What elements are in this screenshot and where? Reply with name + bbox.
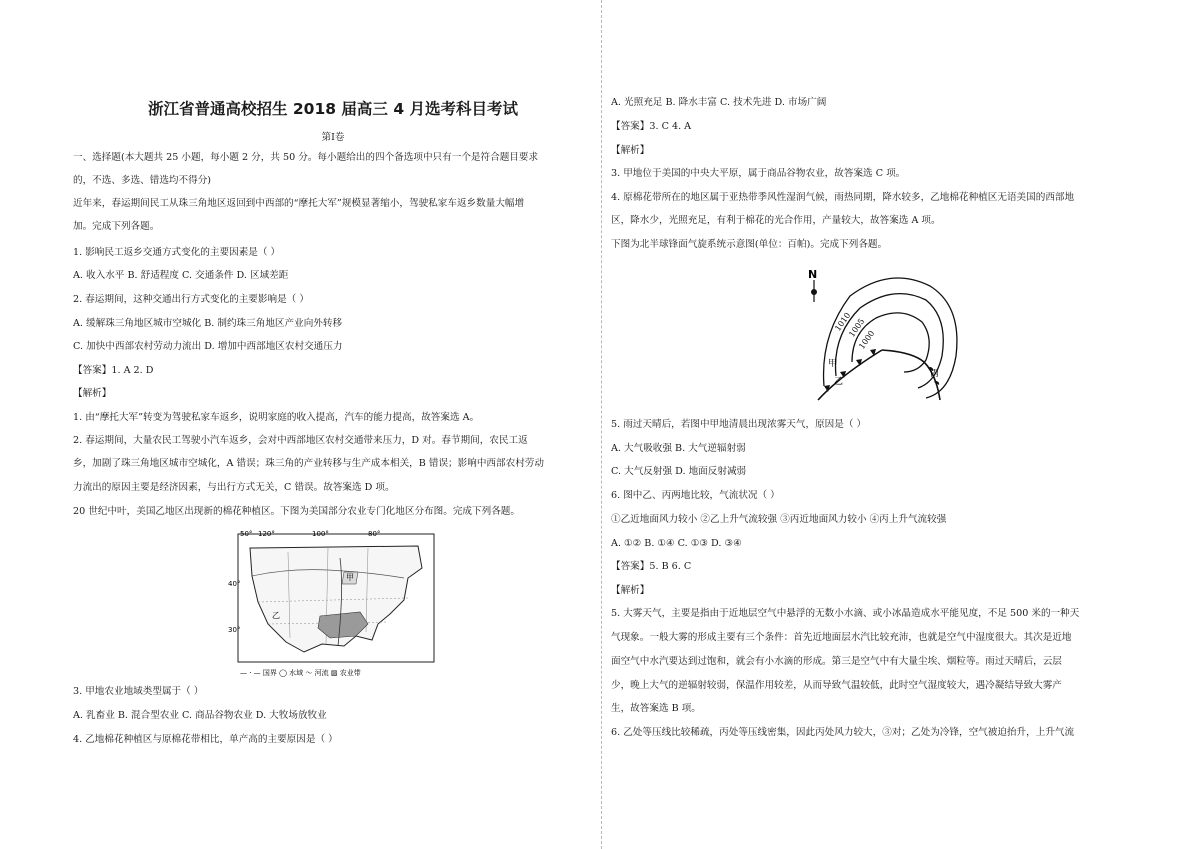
question-5-options: C. 大气反射强 D. 地面反射减弱 [611, 466, 747, 477]
analysis-line: 6. 乙处等压线比较稀疏，丙处等压线密集，因此丙处风力较大，③对；乙处为冷锋，空气被迫抬升，上升气流 [611, 727, 1075, 738]
north-label: N [808, 268, 818, 281]
map-legend: — · — 国界 ◯ 水域 ～ 河流 ▨ 农业带 [240, 669, 361, 677]
analysis-heading: 【解析】 [611, 145, 650, 156]
passage-line: 下图为北半球锋面气旋系统示意图(单位：百帕)。完成下列各题。 [611, 239, 888, 250]
analysis-line: 4. 原棉花带所在的地区属于亚热带季风性湿润气候，雨热同期，降水较多，乙地棉花种植区无语美国的西部地 [611, 192, 1075, 203]
analysis-line: 2. 春运期间，大量农民工驾驶小汽车返乡，会对中西部地区农村交通带来压力，D 对。春节期间，农民工返 [73, 435, 528, 446]
question-6-options: A. ①② B. ①④ C. ①③ D. ③④ [611, 538, 742, 549]
page-divider [601, 0, 602, 849]
passage-line: 20 世纪中叶，美国乙地区出现新的棉花种植区。下图为美国部分农业专门化地区分布图。完成下列各题。 [73, 506, 520, 517]
instruction-line: 一、选择题(本大题共 25 小题，每小题 2 分，共 50 分。每小题给出的四个备选项中只有一个是符合题目要求 [73, 152, 539, 163]
isobar-label: 1005 [847, 316, 867, 339]
cyclone-front-diagram [800, 266, 962, 408]
analysis-line: 乡，加剧了珠三角地区城市空城化，A 错误；珠三角的产业转移与生产成本相关，B 错误；影响中西部农村劳动 [73, 458, 544, 469]
right-page [611, 0, 1131, 849]
answer-line: 【答案】5. B 6. C [611, 561, 692, 572]
north-arrow-icon [811, 289, 817, 295]
isobar-label: 1000 [857, 328, 877, 351]
lon-label: 80° [368, 530, 381, 538]
question-5-options: A. 大气吸收强 B. 大气逆辐射弱 [611, 443, 746, 454]
instruction-line: 的，不选、多选、错选均不得分) [73, 175, 212, 186]
question-2: 2. 春运期间，这种交通出行方式变化的主要影响是（ ） [73, 294, 309, 305]
analysis-heading: 【解析】 [73, 388, 112, 399]
label-yi: 乙 [834, 377, 844, 387]
analysis-line: 气现象。一般大雾的形成主要有三个条件：首先近地面层水汽比较充沛，也就是空气中湿度很大。其次是近地 [611, 632, 1072, 643]
passage-line: 加。完成下列各题。 [73, 221, 160, 232]
label-bing: 丙 [930, 369, 940, 379]
question-6-statements: ①乙近地面风力较小 ②乙上升气流较强 ③丙近地面风力较小 ④丙上升气流较强 [611, 514, 947, 525]
lon-label: 120° [258, 530, 275, 538]
question-4: 4. 乙地棉花种植区与原棉花带相比，单产高的主要原因是（ ） [73, 734, 338, 745]
analysis-line: 面空气中水汽要达到过饱和，就会有小水滴的形成。第三是空气中有大量尘埃、烟粒等。雨过天晴后，云层 [611, 656, 1062, 667]
exam-title: 浙江省普通高校招生 2018 届高三 4 月选考科目考试 [147, 100, 518, 118]
answer-line: 【答案】3. C 4. A [611, 121, 692, 132]
answer-line: 【答案】1. A 2. D [73, 365, 154, 376]
question-6: 6. 图中乙、丙两地比较，气流状况（ ） [611, 490, 780, 501]
lon-label: 50° [240, 530, 253, 538]
question-3-options: A. 乳畜业 B. 混合型农业 C. 商品谷物农业 D. 大牧场放牧业 [73, 710, 327, 721]
label-jia: 甲 [828, 359, 838, 369]
question-2-options: C. 加快中西部农村劳动力流出 D. 增加中西部地区农村交通压力 [73, 341, 343, 352]
analysis-heading: 【解析】 [611, 585, 650, 596]
left-page [73, 0, 593, 849]
analysis-line: 3. 甲地位于美国的中央大平原，属于商品谷物农业，故答案选 C 项。 [611, 168, 906, 179]
analysis-line: 区，降水少，光照充足，有利于棉花的光合作用，产量较大，故答案选 A 项。 [611, 215, 941, 226]
lat-label: 40° [228, 580, 241, 588]
question-5: 5. 雨过天晴后，若图中甲地清晨出现浓雾天气，原因是（ ） [611, 419, 867, 430]
question-3: 3. 甲地农业地域类型属于（ ） [73, 686, 204, 697]
question-4-options: A. 光照充足 B. 降水丰富 C. 技术先进 D. 市场广阔 [611, 97, 827, 108]
place-label-yi: 乙 [272, 611, 280, 620]
analysis-line: 生，故答案选 B 项。 [611, 703, 701, 714]
question-1-options: A. 收入水平 B. 舒适程度 C. 交通条件 D. 区域差距 [73, 270, 289, 281]
analysis-line: 5. 大雾天气，主要是指由于近地层空气中悬浮的无数小水滴、或小冰晶造成水平能见度，不足 500 米的一种天 [611, 608, 1080, 619]
analysis-line: 1. 由“摩托大军”转变为驾驶私家车返乡，说明家庭的收入提高，汽车的能力提高，故答案选 A。 [73, 412, 480, 423]
question-1: 1. 影响民工返乡交通方式变化的主要因素是（ ） [73, 247, 281, 258]
place-label-jia: 甲 [346, 573, 354, 582]
lat-label: 30° [228, 626, 241, 634]
passage-line: 近年来，春运期间民工从珠三角地区返回到中西部的“摩托大军”规模显著缩小，驾驶私家车返乡数量大幅增 [73, 198, 525, 209]
isobar-label: 1010 [833, 310, 853, 333]
analysis-line: 少，晚上大气的逆辐射较弱，保温作用较差，从而导致气温较低，此时空气湿度较大，遇冷凝结导致大雾产 [611, 680, 1062, 691]
lon-label: 100° [312, 530, 329, 538]
analysis-line: 力流出的原因主要是经济因素，与出行方式无关，C 错误。故答案选 D 项。 [73, 482, 395, 493]
question-2-options: A. 缓解珠三角地区城市空城化 B. 制约珠三角地区产业向外转移 [73, 318, 343, 329]
section-subtitle: 第Ⅰ卷 [321, 132, 345, 143]
usa-agriculture-map [228, 528, 438, 680]
